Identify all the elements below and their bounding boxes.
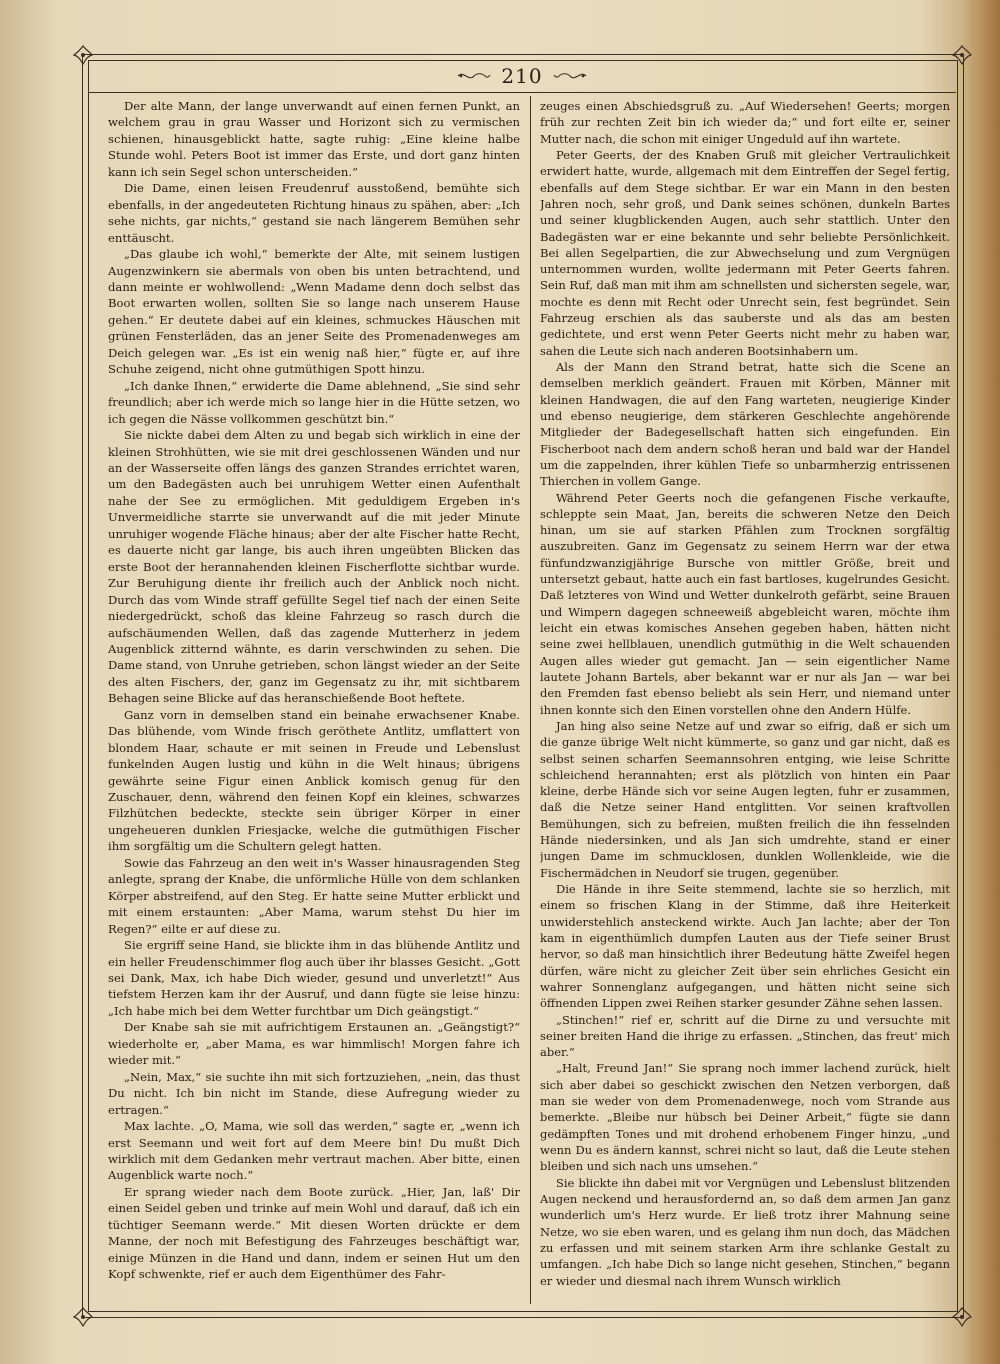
left-flourish-icon: [457, 69, 491, 83]
paragraph: „Das glaube ich wohl,“ bemerkte der Alte, mit seinem lustigen Augenzwinkern sie abermals von oben bis unten betrachtend, und dann meinte er wohlwollend: „Wenn Madame denn doch selbst das Boot erwarten wollen, sollten Sie so lange nach unserem Hause gehen.“ Er deutete dabei auf ein kleines, schmuckes Häuschen mit grünen Fensterläden, das an jener Seite des Promenadenweges am Deich gelegen war. „Es ist ein wenig naß hier,“ fügte er, auf ihre Schuhe zeigend, nicht ohne gutmüthigen Spott hinzu.: [108, 247, 520, 377]
paragraph: Max lachte. „O, Mama, wie soll das werden,“ sagte er, „wenn ich erst Seemann und weit fort auf dem Meere bin! Du mußt Dich wirklich mit dem Gedanken mehr vertraut machen. Aber bitte, einen Augenblick warte noch.“: [108, 1119, 520, 1183]
paragraph: Sowie das Fahrzeug an den weit in's Wasser hinausragenden Steg anlegte, sprang der Knabe, die unförmliche Hülle von dem schlanken Körper abstreifend, auf den Steg. Er hatte seine Mutter erblickt und mit einem erstaunten: „Aber Mama, warum stehst Du hier im Regen?“ eilte er auf diese zu.: [108, 855, 520, 936]
paragraph: Jan hing also seine Netze auf und zwar so eifrig, daß er sich um die ganze übrige Welt nicht kümmerte, so ganz und gar nicht, daß es selbst seinen scharfen Seemannsohren entging, wie leise Schritte schleichend herannahten; erst als plötzlich von hinten ein Paar kleine, derbe Hände sich vor seine Augen legten, fuhr er zusammen, daß die Netze seiner Hand entglitten. Vor seinen kraftvollen Bemühungen, sich zu befreien, mußten freilich die ihn fesselnden Hände niedersinken, und als Jan sich umdrehte, stand er einer jungen Dame im schmucklosen, dunklen Wollenkleide, wie die Fischermädchen in Neudorf sie trugen, gegenüber.: [540, 718, 950, 880]
paragraph: Die Hände in ihre Seite stemmend, lachte sie so herzlich, mit einem so frischen Klang in der Stimme, daß ihre Heiterkeit unwiderstehlich ansteckend wirkte. Auch Jan lachte; aber der Ton kam in eigenthümlich dumpfen Lauten aus der Tiefe seiner Brust hervor, so daß man hinsichtlich ihrer Bedeutung hätte Zweifel hegen dürfen, wäre nicht zu gleicher Zeit über sein ehrliches Gesicht ein wahrer Sonnenglanz aufgegangen, und hätten nicht seine sich öffnenden Lippen zwei Reihen starker gesunder Zähne sehen lassen.: [540, 882, 950, 1011]
paragraph: „Ich danke Ihnen,“ erwiderte die Dame ablehnend, „Sie sind sehr freundlich; aber ich werde mich so lange hier in die Hütte setzen, wo ich gegen die Nässe vollkommen geschützt bin.“: [108, 378, 520, 426]
corner-ornament-bottom-left: [72, 1306, 94, 1328]
paragraph: Als der Mann den Strand betrat, hatte sich die Scene an demselben merklich geändert. Frauen mit Körben, Männer mit kleinen Handwagen, die auf den Fang warteten, neugierige Kinder und ebenso neugierige, dem stärkeren Geschlechte angehörende Mitglieder der Badegesellschaft hatten sich eingefunden. Ein Fischerboot nach dem andern schoß heran und bald war der Handel um die zappelnden, ihrer kühlen Tiefe so unbarmherzig entrissenen Thierchen in vollem Gange.: [540, 360, 950, 489]
page-number: 210: [501, 64, 543, 88]
paragraph: Während Peter Geerts noch die gefangenen Fische verkaufte, schleppte sein Maat, Jan, bereits die schweren Netze den Deich hinan, um sie auf starken Pfählen zum Trocknen sorgfältig auszubreiten. Ganz im Gegensatz zu seinem Herrn war der etwa fünfundzwanzigjährige Bursche von mittler Größe, breit und untersetzt gebaut, hatte auch ein fast bartloses, kugelrundes Gesicht. Daß letzteres von Wind und Wetter dunkelroth gefärbt, seine Brauen und Wimpern dagegen schneeweiß abgebleicht waren, möchte ihm leicht ein etwas komisches Ansehen gegeben haben, hätten nicht seine zwei hellblauen, unendlich gutmüthig in die Welt schauenden Augen alles wieder gut gemacht. Jan — sein eigentlicher Name lautete Johann Bartels, aber bekannt war er nur als Jan — war bei den Fremden fast ebenso beliebt als sein Herr, und niemand unter ihnen konnte sich den Einen vorstellen ohne den Andern Hülfe.: [540, 490, 950, 717]
paragraph: Sie nickte dabei dem Alten zu und begab sich wirklich in eine der kleinen Strohhütten, wie sie mit drei geschlossenen Wänden und nur an der Wasserseite offen längs des ganzen Strandes errichtet waren, um den Badegästen auch bei unruhigem Wetter einen Aufenthalt nahe der See zu ermöglichen. Mit geduldigem Ergeben in's Unvermeidliche starrte sie unverwandt auf die mit jeder Minute unruhiger wogende Fläche hinaus; aber der alte Fischer hatte Recht, es dauerte nicht gar lange, bis auch ihren ungeübten Blicken das erste Boot der herannahenden kleinen Fischerflotte sichtbar wurde. Zur Beruhigung diente ihr freilich auch der Anblick noch nicht. Durch das vom Winde straff gefüllte Segel tief nach der einen Seite niedergedrückt, schoß das kleine Fahrzeug so rasch durch die aufschäumenden Wellen, daß das zagende Mutterherz in jedem Augenblick zitternd wähnte, es darin verschwinden zu sehen. Die Dame stand, von Unruhe getrieben, schon längst wieder an der Seite des alten Fischers, der, ganz im Gegensatz zu ihr, mit sichtbarem Behagen seine Blicke auf das heranschießende Boot heftete.: [108, 428, 520, 706]
paragraph: Peter Geerts, der des Knaben Gruß mit gleicher Vertraulichkeit erwidert hatte, wurde, allgemach mit dem Eintreffen der Segel fertig, ebenfalls auf dem Stege sichtbar. Er war ein Mann in den besten Jahren noch, sehr groß, und Dank seines schönen, dunkeln Bartes und seiner klugblickenden Augen, auch sehr stattlich. Unter den Badegästen war er eine bekannte und sehr beliebte Persönlichkeit. Bei allen Segelpartien, die zur Abwechselung und zum Vergnügen unternommen wurden, wollte jedermann mit Peter Geerts fahren. Sein Ruf, daß man mit ihm am schnellsten und sichersten segele, war, mochte es denn mit Recht oder Unrecht sein, fest begründet. Sein Fahrzeug erschien als das sauberste und als das am besten gedichtete, und erst wenn Peter Geerts nicht mehr zu haben war, sahen die Leute sich nach anderen Bootsinhabern um.: [540, 147, 950, 358]
page-header: [88, 62, 956, 90]
paragraph: Sie ergriff seine Hand, sie blickte ihm in das blühende Antlitz und ein heller Freudenschimmer flog auch über ihr blasses Gesicht. „Gott sei Dank, Max, ich habe Dich wieder, gesund und unverletzt!“ Aus tiefstem Herzen kam ihr der Ausruf, und dann fügte sie leise hinzu: „Ich habe mich bei dem Wetter furchtbar um Dich geängstigt.“: [108, 938, 520, 1018]
header-rule: [88, 92, 956, 93]
column-divider: [530, 96, 531, 1304]
paragraph: Ganz vorn in demselben stand ein beinahe erwachsener Knabe. Das blühende, vom Winde frisch geröthete Antlitz, umflattert von blondem Haar, schaute er mit seinen in Freude und Lebenslust funkelnden Augen lustig und kühn in die Welt hinaus; übrigens gewährte seine Figur einen Anblick komisch genug für den Zuschauer, denn, während den feinen Kopf ein kleines, schwarzes Filzhütchen bedeckte, steckte sein übriger Körper in einer ungeheueren dunklen Friesjacke, welche die gutmüthigen Fischer ihm sorgfältig um die Schultern gelegt hatten.: [108, 707, 520, 854]
paragraph: „Nein, Max,“ sie suchte ihn mit sich fortzuziehen, „nein, das thust Du nicht. Ich bin nicht im Stande, diese Aufregung wieder zu ertragen.“: [108, 1069, 520, 1117]
paragraph: Die Dame, einen leisen Freudenruf ausstoßend, bemühte sich ebenfalls, in der angedeuteten Richtung hinaus zu spähen, aber: „Ich sehe nichts, gar nichts,“ gestand sie nach längerem Bemühen sehr enttäuscht.: [108, 181, 520, 245]
paragraph: Er sprang wieder nach dem Boote zurück. „Hier, Jan, laß' Dir einen Seidel geben und trinke auf mein Wohl und darauf, daß ich ein tüchtiger Seemann werde.“ Mit diesen Worten drückte er dem Manne, der noch mit Befestigung des Fahrzeuges beschäftigt war, einige Münzen in die Hand und dann, indem er seinen Hut um den Kopf schwenkte, rief er auch dem Eigenthümer des Fahr-: [108, 1184, 520, 1282]
paragraph: Der alte Mann, der lange unverwandt auf einen fernen Punkt, an welchem grau in grau Wasser und Horizont sich zu vermischen schienen, hinausgeblickt hatte, sagte ruhig: „Eine kleine halbe Stunde wohl. Peters Boot ist immer das Erste, und dort ganz hinten kann ich sein Segel schon unterscheiden.“: [108, 99, 520, 179]
left-column: [108, 98, 520, 1306]
paragraph: Der Knabe sah sie mit aufrichtigem Erstaunen an. „Geängstigt?“ wiederholte er, „aber Mama, es war himmlisch! Morgen fahre ich wieder mit.“: [108, 1020, 520, 1068]
continued-paragraph: zeuges einen Abschiedsgruß zu. „Auf Wiedersehen! Geerts; morgen früh zur rechten Zeit bin ich wieder da;“ und fort eilte er, seiner Mutter nach, die schon mit einiger Ungeduld auf ihn wartete.: [540, 99, 950, 146]
page-edge-shadow: [962, 0, 1000, 1364]
right-flourish-icon: [553, 69, 587, 83]
paragraph: Sie blickte ihn dabei mit vor Vergnügen und Lebenslust blitzenden Augen neckend und herausfordernd an, so daß dem armen Jan ganz wunderlich um's Herz wurde. Er ließ trotz ihrer Mahnung seine Netze, wo sie eben waren, und es gelang ihm nun doch, das Mädchen zu erfassen und mit seinem starken Arm ihre schlanke Gestalt zu umfangen. „Ich habe Dich so lange nicht gesehen, Stinchen,“ begann er wieder und diesmal nach ihrem Wunsch wirklich: [540, 1175, 950, 1288]
paragraph: „Stinchen!“ rief er, schritt auf die Dirne zu und versuchte mit seiner breiten Hand die ihrige zu erfassen. „Stinchen, das freut' mich aber.“: [540, 1012, 950, 1060]
right-column: [540, 98, 950, 1306]
paragraph: „Halt, Freund Jan!“ Sie sprang noch immer lachend zurück, hielt sich aber dabei so geschickt zwischen den Netzen verborgen, daß man sie weder von dem Promenadenwege, noch vom Strande aus bemerkte. „Bleibe nur hübsch bei Deiner Arbeit,“ fügte sie dann gedämpften Tones und mit drohend erhobenem Finger hinzu, „und wenn Du es ändern kannst, schrei nicht so laut, daß die Leute stehen bleiben und sich nach uns umsehen.“: [540, 1061, 950, 1174]
